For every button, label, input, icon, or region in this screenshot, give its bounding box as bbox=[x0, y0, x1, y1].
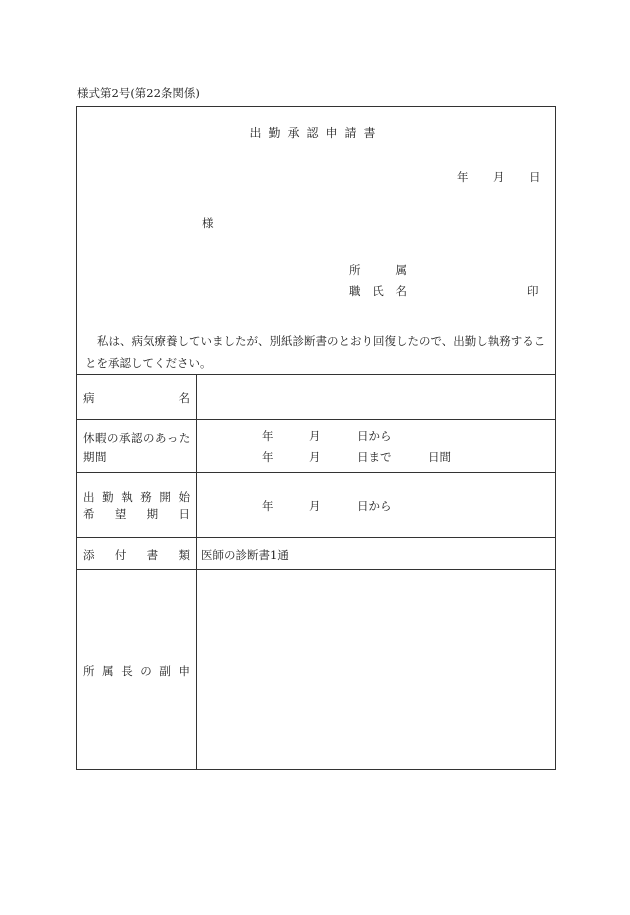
leave-until-day: 日まで bbox=[357, 450, 392, 464]
leave-from-year: 年 bbox=[262, 429, 274, 443]
leave-from-day: 日から bbox=[357, 429, 392, 443]
date-year: 年 bbox=[457, 170, 469, 184]
supervisor-note-value[interactable] bbox=[199, 572, 554, 767]
desired-start-label-1: 出 勤 執 務 開 始 bbox=[83, 490, 190, 504]
date-month: 月 bbox=[493, 170, 505, 184]
attachments-label: 添 付 書 類 bbox=[83, 548, 190, 562]
leave-days: 日間 bbox=[428, 450, 451, 464]
application-form bbox=[76, 106, 556, 770]
supervisor-note-label: 所 属 長 の 副 申 bbox=[83, 664, 190, 678]
desired-start-year: 年 bbox=[262, 499, 274, 513]
addressee-suffix: 様 bbox=[202, 216, 214, 230]
desired-start-label-2: 希 望 期 日 bbox=[83, 507, 190, 521]
desired-start-day: 日から bbox=[357, 499, 392, 513]
attachments-value: 医師の診断書1通 bbox=[201, 548, 289, 562]
disease-label: 病 名 bbox=[83, 391, 190, 405]
statement-text: 私は、病気療養していましたが、別紙診断書のとおり回復したので、出勤し執務することを承認してください。 bbox=[85, 334, 546, 370]
leave-until-year: 年 bbox=[262, 450, 274, 464]
form-title: 出勤承認申請書 bbox=[249, 126, 383, 140]
leave-from-month: 月 bbox=[309, 429, 321, 443]
name-label: 職 氏 名 bbox=[349, 284, 407, 298]
leave-period-label: 休暇の承認のあった期間 bbox=[83, 431, 191, 464]
desired-start-month: 月 bbox=[309, 499, 321, 513]
leave-until-month: 月 bbox=[309, 450, 321, 464]
disease-value[interactable] bbox=[199, 377, 554, 417]
form-number: 様式第2号(第22条関係) bbox=[77, 86, 200, 100]
date-day: 日 bbox=[529, 170, 541, 184]
affiliation-label: 所 属 bbox=[349, 263, 407, 277]
seal-mark: 印 bbox=[527, 284, 539, 298]
